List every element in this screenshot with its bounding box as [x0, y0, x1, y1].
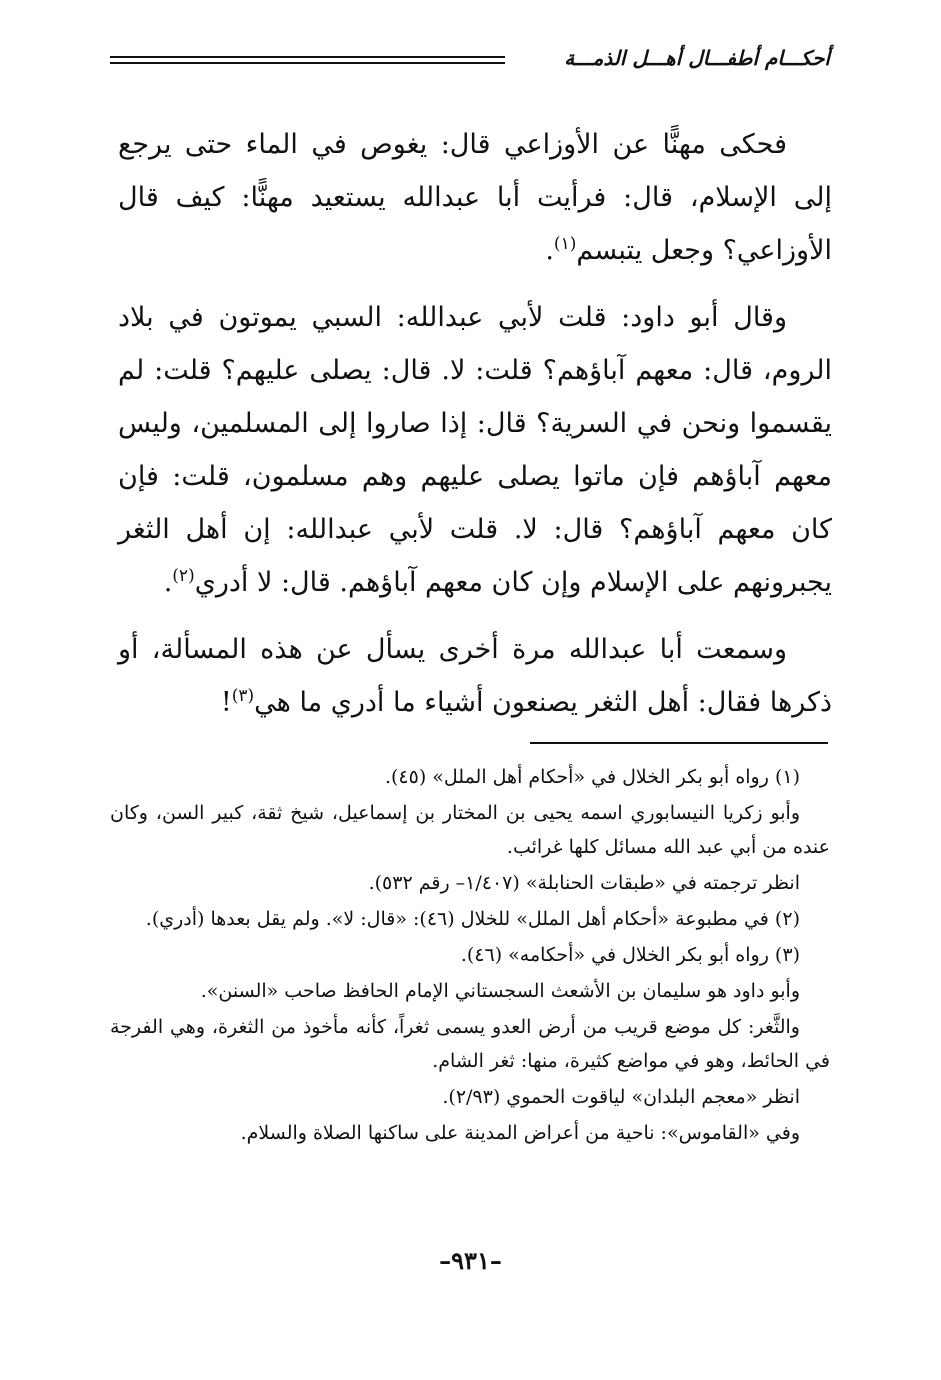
- running-header: [110, 44, 830, 80]
- footnote-ref: (٢): [172, 566, 195, 586]
- paragraph-end: .: [545, 235, 554, 266]
- footnote: والثَّغر: كل موضع قريب من أرض العدو يسمى ثغراً، كأنه مأخوذ من الثغرة، وهي الفرجة في الحائط، وهو في مواضع كثيرة، منها: ثغر الشام.: [110, 1016, 830, 1072]
- header-title: أحكـــام أطفـــال أهـــل الذمـــة: [564, 46, 830, 70]
- paragraph: [118, 623, 832, 729]
- paragraph-text: وسمعت أبا عبدالله مرة أخرى يسأل عن هذه المسألة، أو ذكرها فقال: أهل الثغر يصنعون أشياء ما أدري ما هي: [118, 634, 832, 718]
- page-number: –٩٣١–: [439, 1246, 502, 1275]
- footnote: (١) رواه أبو بكر الخلال في «أحكام أهل الملل» (٤٥).: [384, 766, 800, 788]
- footnote-ref: (١): [553, 234, 577, 254]
- footnote: (٢) في مطبوعة «أحكام أهل الملل» للخلال (٤٦): «قال: لا». ولم يقل بعدها (أدري).: [145, 908, 800, 930]
- paragraph: [118, 118, 832, 277]
- footnote: وأبو زكريا النيسابوري اسمه يحيى بن المختار بن إسماعيل، شيخ ثقة، كبير السن، وكان عنده من أبي عبد الله مسائل كلها غرائب.: [110, 802, 830, 858]
- footnote: انظر «معجم البلدان» لياقوت الحموي (٢/٩٣).: [442, 1086, 800, 1108]
- paragraph-text: وقال أبو داود: قلت لأبي عبدالله: السبي يموتون في بلاد الروم، قال: معهم آباؤهم؟ قلت: لا. قال: يصلى عليهم؟ قلت: لم يقسموا ونحن في السرية؟ قال: إذا صاروا إلى المسلمين، وليس معهم آباؤهم فإن ماتوا يصلى عليهم وهم مسلمون، قلت: فإن كان معهم آباؤهم؟ قال: لا. قلت لأبي عبدالله: إن أهل الثغر يجبرونهم على الإسلام وإن كان معهم آباؤهم. قال: لا أدري: [118, 302, 832, 598]
- paragraph: [118, 291, 832, 609]
- footnote-separator: [530, 742, 828, 744]
- paragraph-end: !: [220, 687, 232, 718]
- paragraph-text: فحكى مهنًّا عن الأوزاعي قال: يغوص في الماء حتى يرجع إلى الإسلام، قال: فرأيت أبا عبدالله يستعيد مهنًّا: كيف قال الأوزاعي؟ وجعل يتبسم: [118, 129, 832, 266]
- paragraph-end: .: [163, 567, 173, 598]
- header-double-rule: [110, 56, 505, 64]
- footnote-ref: (٣): [231, 686, 255, 706]
- footnote: انظر ترجمته في «طبقات الحنابلة» (١/٤٠٧– رقم ٥٣٢).: [368, 872, 800, 894]
- footnote: (٣) رواه أبو بكر الخلال في «أحكامه» (٤٦).: [460, 944, 800, 966]
- main-text: [118, 118, 832, 729]
- footnote: وفي «القاموس»: ناحية من أعراض المدينة على ساكنها الصلاة والسلام.: [240, 1122, 800, 1144]
- footnotes: [110, 760, 830, 1150]
- footnote: وأبو داود هو سليمان بن الأشعث السجستاني الإمام الحافظ صاحب «السنن».: [200, 980, 800, 1002]
